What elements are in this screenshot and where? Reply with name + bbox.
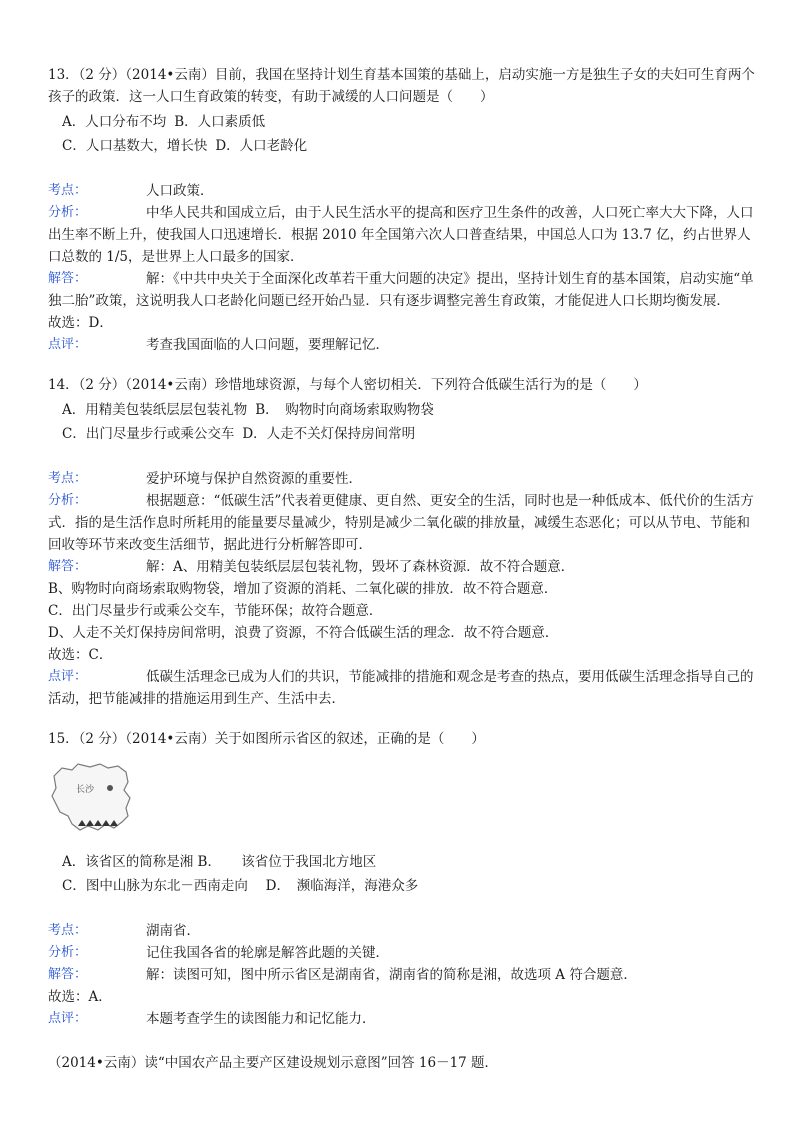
option-b: B． 购物时向商场索取购物袋 [255,402,434,418]
kaodian-text: 人口政策． [146,183,214,199]
question-15 [48,728,760,1030]
fenxi-text: 中华人民共和国成立后，由于人民生活水平的提高和医疗卫生条件的改善，人口死亡率大大下降，人口出生率不断上升，使我国人口迅速增长．根据 2010 年全国第六次人口普查结果，中国总人口为 13.7 亿，约占世界人口总数的 1/5，是世界上人口最多的国家． [48,205,754,265]
option-a: A．用精美包装纸层层包装礼物 [62,402,248,418]
option-b: B．人口素质低 [174,114,266,130]
question-14-options [62,398,760,446]
question-13 [48,64,760,356]
question-13-options [62,110,760,158]
jieda-text: 解：《中共中央关于全面深化改革若干重大问题的决定》提出，坚持计划生育的基本国策，启动实施“单独二胎”政策，这说明我人口老龄化问题已经开始凸显．只有逐步调整完善生育政策，才能促进人口长期均衡发展． [48,271,754,309]
option-a-b: A．该省区的简称是湘 B． 该省位于我国北方地区 [62,854,377,870]
dianping-text: 考查我国面临的人口问题，要理解记忆． [146,337,389,353]
option-d: D．人口老龄化 [215,138,308,154]
fenxi-label: 分析： [48,493,88,508]
question-14 [48,374,760,710]
question-13-stem: 13．（2 分）（2014•云南）目前，我国在坚持计划生育基本国策的基础上，启动实施一方是独生子女的夫妇可生育两个孩子的政策．这一人口生育政策的转变，有助于减缓的人口问题是（ ） [48,67,755,105]
jieda-row [48,268,760,312]
answer-choice: 故选：C． [48,647,113,663]
jieda-line-d: D、人走不关灯保持房间常明，浪费了资源，不符合低碳生活的理念．故不符合题意． [48,625,559,641]
document-page [48,64,760,1074]
dianping-label: 点评： [48,1011,88,1026]
option-c: C．出门尽量步行或乘公交车 [62,426,235,442]
option-d: D．人走不关灯保持房间常明 [242,426,416,442]
dianping-label: 点评： [48,337,88,352]
option-line [62,110,760,134]
jieda-row [48,556,760,578]
hunan-outline-map [48,758,148,842]
capital-marker [107,785,113,791]
kaodian-label: 考点： [48,923,88,938]
jieda-row [48,964,760,986]
fenxi-label: 分析： [48,205,88,220]
option-line [62,874,760,898]
jieda-text: 解：A、用精美包装纸层层包装礼物，毁坏了森林资源．故不符合题意． [146,559,575,575]
option-c-d: C．图中山脉为东北－西南走向 D． 濒临海洋，海港众多 [62,878,419,894]
jieda-label: 解答： [48,559,88,574]
jieda-label: 解答： [48,271,88,286]
dianping-row [48,334,760,356]
fenxi-row [48,942,760,964]
kaodian-label: 考点： [48,183,88,198]
option-line [62,422,760,446]
option-line [62,398,760,422]
jieda-line-c: C．出门尽量步行或乘公交车，节能环保；故符合题意． [48,603,383,619]
fenxi-text: 根据题意：“低碳生活”代表着更健康、更自然、更安全的生活，同时也是一种低成本、低代价的生活方式．指的是生活作息时所耗用的能量要尽量减少，特别是减少二氧化碳的排放量，减缓生态恶化；可以从节电、节能和回收等环节来改变生活细节，据此进行分析解答即可． [48,493,754,553]
capital-label: 长沙 [76,785,95,795]
jieda-text: 解：读图可知，图中所示省区是湖南省，湖南省的简称是湘，故选项 A 符合题意． [146,967,637,983]
answer-choice: 故选：A． [48,989,112,1005]
question-13-analysis [48,180,760,356]
dianping-row [48,666,760,710]
kaodian-label: 考点： [48,471,88,486]
option-line [62,134,760,158]
question-15-analysis [48,920,760,1030]
option-line [62,850,760,874]
jieda-line-b: B、购物时向商场索取购物袋，增加了资源的消耗、二氧化碳的排放．故不符合题意． [48,581,558,597]
kaodian-text: 湖南省． [146,923,200,939]
answer-choice: 故选：D． [48,315,113,331]
question-15-stem: 15．（2 分）（2014•云南）关于如图所示省区的叙述，正确的是（ ） [48,731,485,747]
question-14-analysis [48,468,760,710]
kaodian-row [48,468,760,490]
fenxi-row [48,490,760,556]
option-c: C．人口基数大，增长快 [62,138,208,154]
kaodian-text: 爱护环境与保护自然资源的重要性． [146,471,362,487]
province-map [48,758,148,842]
dianping-row [48,1008,760,1030]
fenxi-row [48,202,760,268]
dianping-text: 本题考查学生的读图能力和记忆能力． [146,1011,376,1027]
question-14-stem: 14．（2 分）（2014•云南）珍惜地球资源，与每个人密切相关．下列符合低碳生活行为的是（ ） [48,377,647,393]
kaodian-row [48,920,760,942]
question-15-options [62,850,760,898]
question-16-17-intro: （2014•云南）读“中国农产品主要产区建设规划示意图”回答 16－17 题． [48,1055,499,1071]
fenxi-text: 记住我国各省的轮廓是解答此题的关键． [146,945,389,961]
dianping-text: 低碳生活理念已成为人们的共识，节能减排的措施和观念是考查的热点，要用低碳生活理念指导自己的活动，把节能减排的措施运用到生产、生活中去． [48,669,754,707]
province-outline [52,764,130,830]
jieda-label: 解答： [48,967,88,982]
dianping-label: 点评： [48,669,88,684]
kaodian-row [48,180,760,202]
fenxi-label: 分析： [48,945,88,960]
option-a: A．人口分布不均 [62,114,167,130]
